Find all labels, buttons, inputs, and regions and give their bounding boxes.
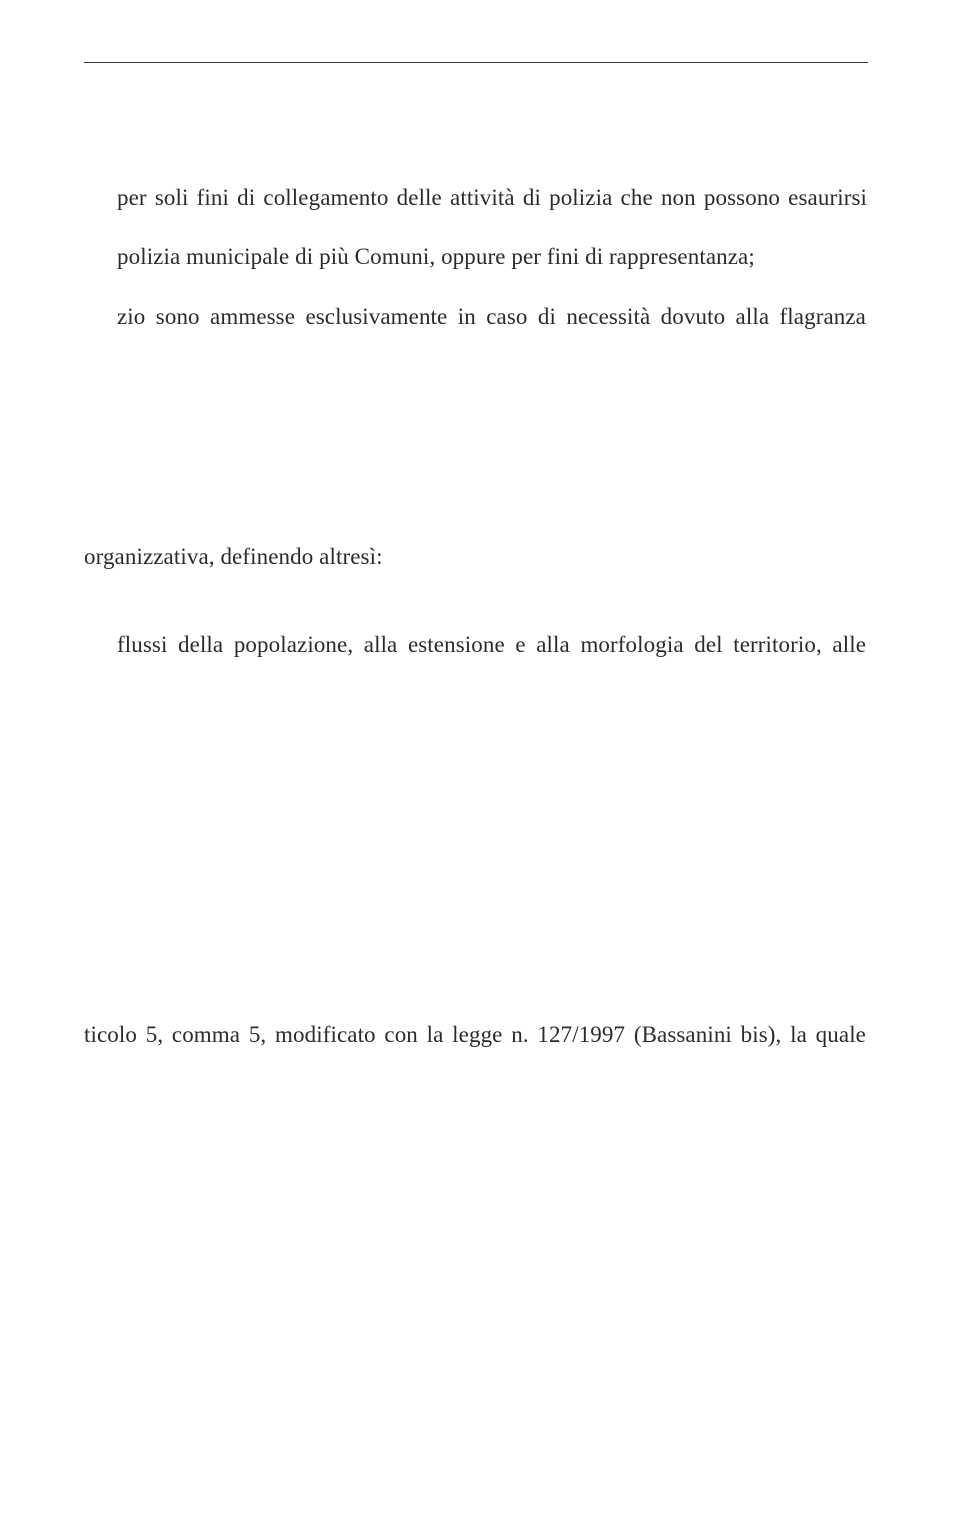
text-line-5: flussi della popolazione, alla estensione e alla morfologia del territorio, alle bbox=[117, 632, 866, 657]
text-line-6: ticolo 5, comma 5, modificato con la legge n. 127/1997 (Bassanini bis), la quale bbox=[84, 1022, 866, 1047]
text-line-4: organizzativa, definendo altresì: bbox=[84, 544, 383, 569]
text-line-3: zio sono ammesse esclusivamente in caso di necessità dovuto alla flagranza bbox=[117, 304, 866, 329]
text-line-2: polizia municipale di più Comuni, oppure per fini di rappresentanza; bbox=[117, 244, 755, 269]
header-rule bbox=[84, 62, 868, 63]
text-line-1: per soli fini di collegamento delle attività di polizia che non possono esaurirsi bbox=[117, 185, 867, 210]
